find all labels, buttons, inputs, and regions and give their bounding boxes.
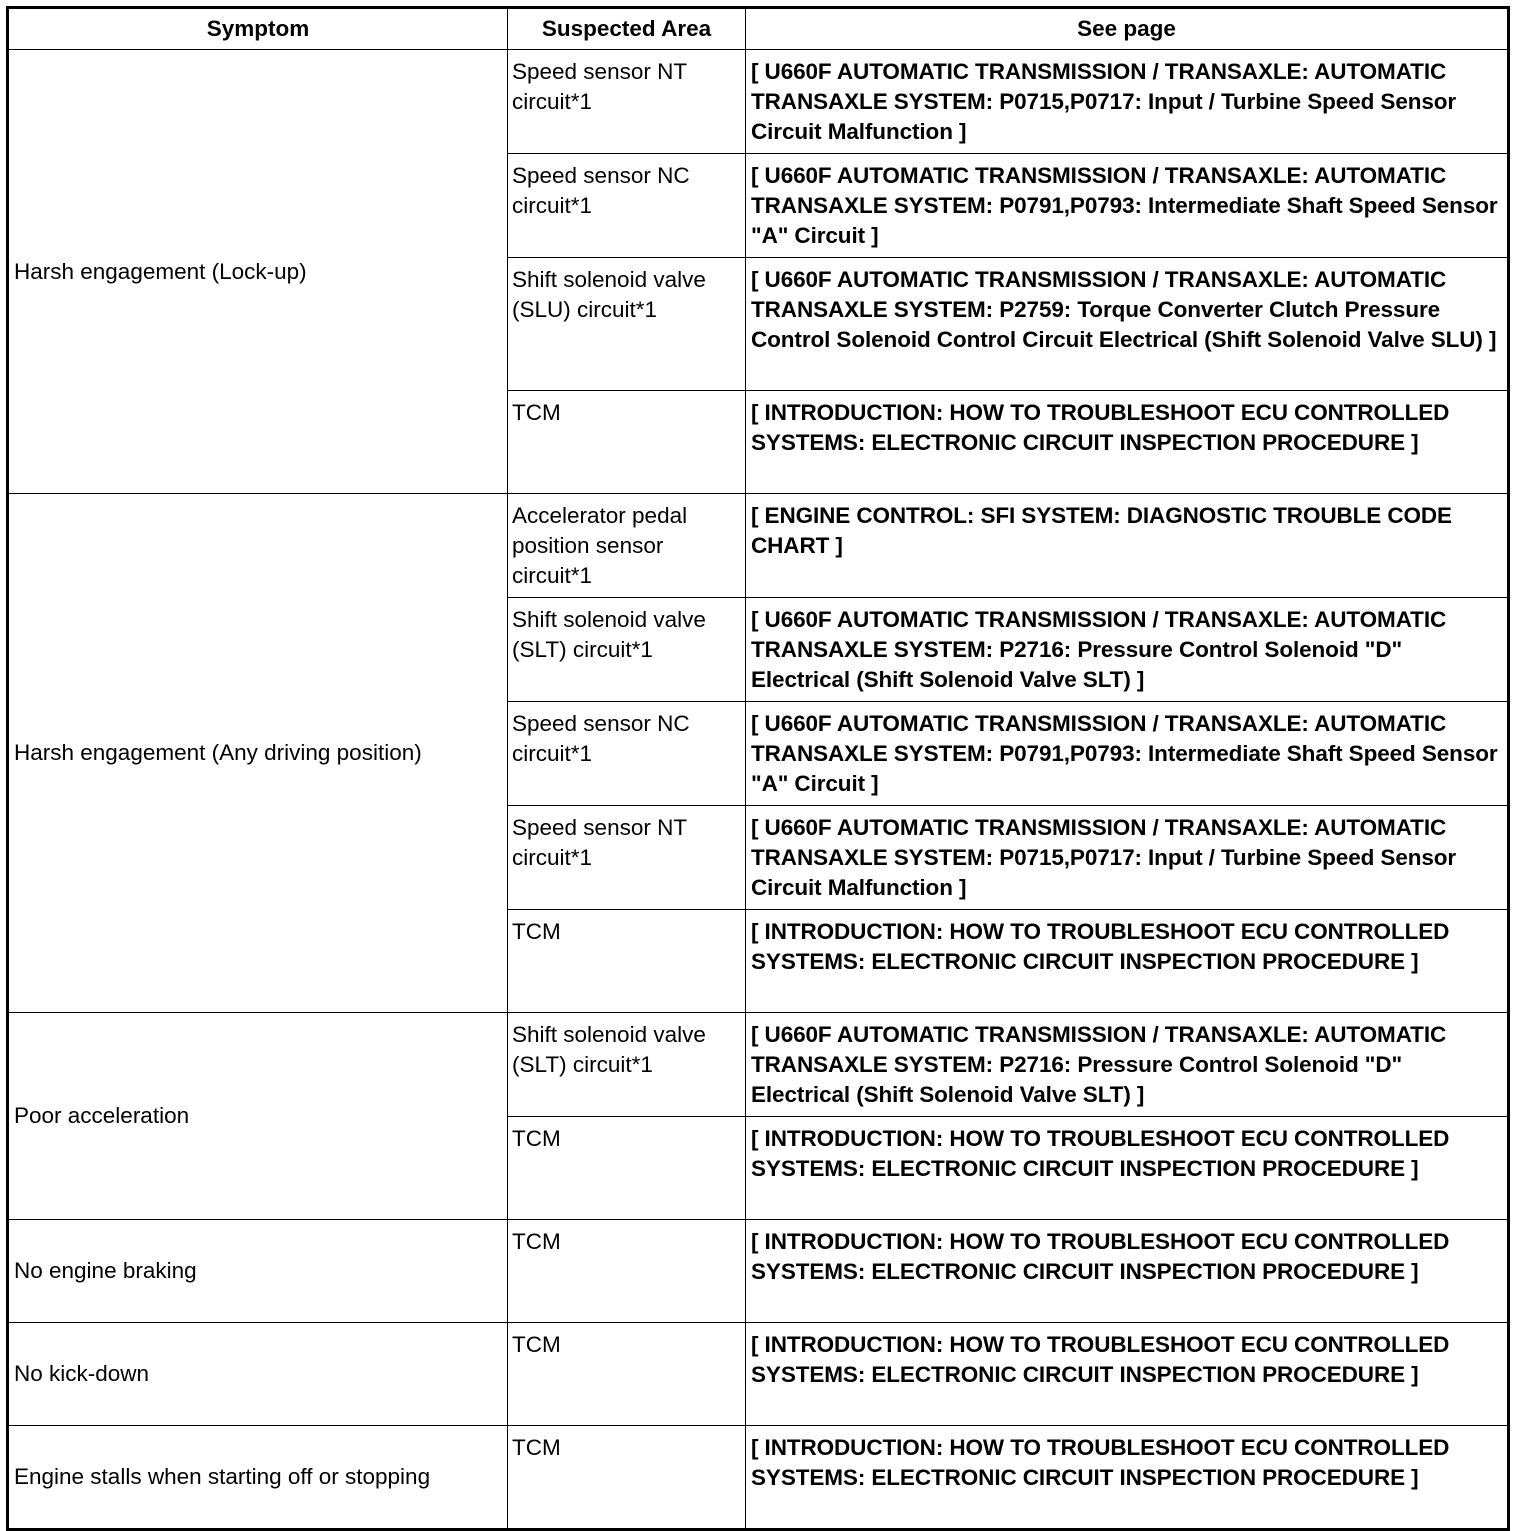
- table-row: [8, 1426, 1509, 1530]
- table-row: [8, 494, 1509, 598]
- see-page-link[interactable]: [ INTRODUCTION: HOW TO TROUBLESHOOT ECU CONTROLLED SYSTEMS: ELECTRONIC CIRCUIT INSPECTION PROCEDURE ]: [746, 1117, 1509, 1220]
- suspected-area-cell: Speed sensor NC circuit*1: [508, 702, 746, 806]
- see-page-link[interactable]: [ U660F AUTOMATIC TRANSMISSION / TRANSAXLE: AUTOMATIC TRANSAXLE SYSTEM: P2716: Pressure Control Solenoid "D" Electrical (Shift Solenoid Valve SLT) ]: [746, 598, 1509, 702]
- see-page-link[interactable]: [ U660F AUTOMATIC TRANSMISSION / TRANSAXLE: AUTOMATIC TRANSAXLE SYSTEM: P2759: Torque Converter Clutch Pressure Control Solenoid Control Circuit Electrical (Shift Solenoid Valve SLU) ]: [746, 258, 1509, 391]
- see-page-link[interactable]: [ U660F AUTOMATIC TRANSMISSION / TRANSAXLE: AUTOMATIC TRANSAXLE SYSTEM: P0715,P0717: Input / Turbine Speed Sensor Circuit Malfunction ]: [746, 806, 1509, 910]
- suspected-area-cell: TCM: [508, 1323, 746, 1426]
- symptom-column-header: Symptom: [8, 8, 508, 50]
- symptom-cell: No engine braking: [8, 1220, 508, 1323]
- see-page-link[interactable]: [ INTRODUCTION: HOW TO TROUBLESHOOT ECU CONTROLLED SYSTEMS: ELECTRONIC CIRCUIT INSPECTION PROCEDURE ]: [746, 1220, 1509, 1323]
- suspected-area-cell: Accelerator pedal position sensor circuit*1: [508, 494, 746, 598]
- suspected-area-cell: TCM: [508, 910, 746, 1013]
- see-page-link[interactable]: [ INTRODUCTION: HOW TO TROUBLESHOOT ECU CONTROLLED SYSTEMS: ELECTRONIC CIRCUIT INSPECTION PROCEDURE ]: [746, 391, 1509, 494]
- symptom-cell: Engine stalls when starting off or stopping: [8, 1426, 508, 1530]
- see-page-column-header: See page: [746, 8, 1509, 50]
- see-page-link[interactable]: [ ENGINE CONTROL: SFI SYSTEM: DIAGNOSTIC TROUBLE CODE CHART ]: [746, 494, 1509, 598]
- see-page-link[interactable]: [ U660F AUTOMATIC TRANSMISSION / TRANSAXLE: AUTOMATIC TRANSAXLE SYSTEM: P0791,P0793: Intermediate Shaft Speed Sensor "A" Circuit ]: [746, 154, 1509, 258]
- suspected-area-column-header: Suspected Area: [508, 8, 746, 50]
- see-page-link[interactable]: [ U660F AUTOMATIC TRANSMISSION / TRANSAXLE: AUTOMATIC TRANSAXLE SYSTEM: P0715,P0717: Input / Turbine Speed Sensor Circuit Malfunction ]: [746, 50, 1509, 154]
- suspected-area-cell: TCM: [508, 1426, 746, 1530]
- suspected-area-cell: Speed sensor NT circuit*1: [508, 50, 746, 154]
- symptom-cell: Poor acceleration: [8, 1013, 508, 1220]
- table-row: [8, 50, 1509, 154]
- suspected-area-cell: Speed sensor NT circuit*1: [508, 806, 746, 910]
- suspected-area-cell: TCM: [508, 391, 746, 494]
- see-page-link[interactable]: [ INTRODUCTION: HOW TO TROUBLESHOOT ECU CONTROLLED SYSTEMS: ELECTRONIC CIRCUIT INSPECTION PROCEDURE ]: [746, 1323, 1509, 1426]
- see-page-link[interactable]: [ INTRODUCTION: HOW TO TROUBLESHOOT ECU CONTROLLED SYSTEMS: ELECTRONIC CIRCUIT INSPECTION PROCEDURE ]: [746, 910, 1509, 1013]
- see-page-link[interactable]: [ U660F AUTOMATIC TRANSMISSION / TRANSAXLE: AUTOMATIC TRANSAXLE SYSTEM: P0791,P0793: Intermediate Shaft Speed Sensor "A" Circuit ]: [746, 702, 1509, 806]
- suspected-area-cell: Speed sensor NC circuit*1: [508, 154, 746, 258]
- table-row: [8, 1220, 1509, 1323]
- troubleshooting-table: [6, 6, 1510, 1531]
- see-page-link[interactable]: [ U660F AUTOMATIC TRANSMISSION / TRANSAXLE: AUTOMATIC TRANSAXLE SYSTEM: P2716: Pressure Control Solenoid "D" Electrical (Shift Solenoid Valve SLT) ]: [746, 1013, 1509, 1117]
- header-row: [8, 8, 1509, 50]
- suspected-area-cell: Shift solenoid valve (SLT) circuit*1: [508, 1013, 746, 1117]
- suspected-area-cell: Shift solenoid valve (SLT) circuit*1: [508, 598, 746, 702]
- symptom-cell: Harsh engagement (Any driving position): [8, 494, 508, 1013]
- suspected-area-cell: Shift solenoid valve (SLU) circuit*1: [508, 258, 746, 391]
- symptom-cell: No kick-down: [8, 1323, 508, 1426]
- see-page-link[interactable]: [ INTRODUCTION: HOW TO TROUBLESHOOT ECU CONTROLLED SYSTEMS: ELECTRONIC CIRCUIT INSPECTION PROCEDURE ]: [746, 1426, 1509, 1530]
- table-row: [8, 1013, 1509, 1117]
- symptom-cell: Harsh engagement (Lock-up): [8, 50, 508, 494]
- table-row: [8, 1323, 1509, 1426]
- suspected-area-cell: TCM: [508, 1117, 746, 1220]
- suspected-area-cell: TCM: [508, 1220, 746, 1323]
